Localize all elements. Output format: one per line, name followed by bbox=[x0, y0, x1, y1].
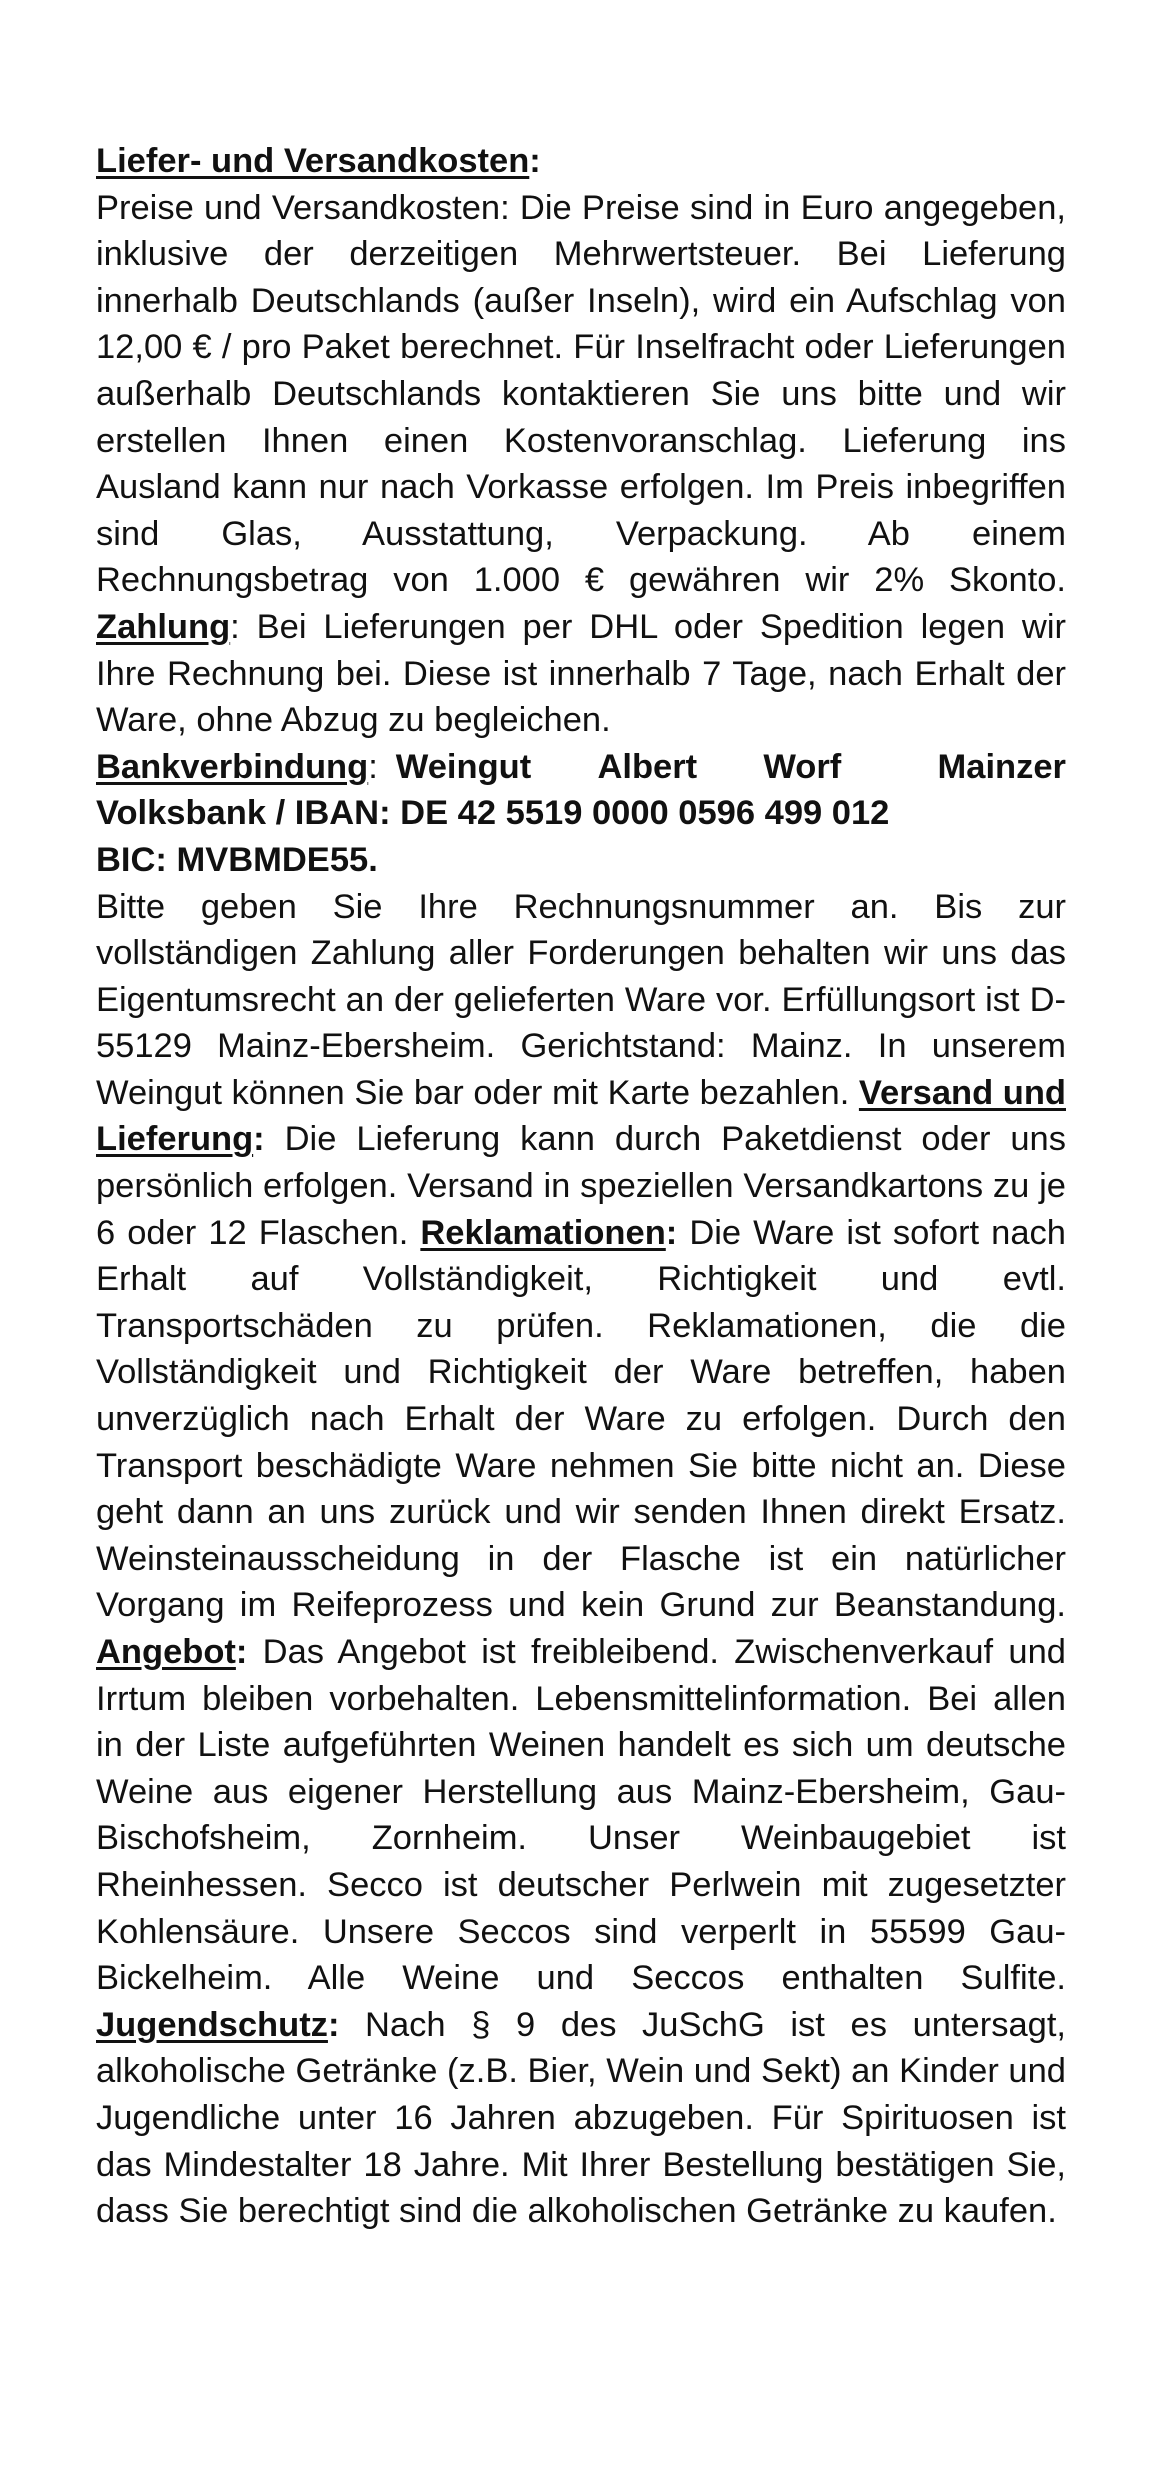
payment-heading-colon: : bbox=[230, 607, 240, 646]
complaints-heading: Reklamationen bbox=[420, 1213, 666, 1252]
payment-heading: Zahlung bbox=[96, 607, 231, 646]
bank-word: Albert bbox=[597, 747, 698, 786]
payment-text: Bei Lieferungen per DHL oder Spedition legen wir Ihre Rechnung bei. Diese ist innerhalb 7 Tage, nach Erhalt der Ware, ohne Abzug zu begleichen. bbox=[96, 607, 1066, 740]
youth-protection-heading: Jugendschutz bbox=[96, 2005, 328, 2044]
bank-word: Mainzer bbox=[937, 747, 1066, 786]
youth-protection-text: Nach § 9 des JuSchG ist es untersagt, alkoholische Getränke (z.B. Bier, Wein und Sekt) an Kinder und Jugendliche unter 16 Jahren abzugeben. Für Spirituosen ist das Mindestalter 18 Jahre. Mit Ihrer Bestellung bestätigen Sie, dass Sie berechtigt sind die alkoholischen Getränke zu kaufen. bbox=[96, 2005, 1066, 2231]
offer-heading-colon: : bbox=[235, 1633, 248, 1671]
bank-bic: BIC: MVBMDE55. bbox=[96, 840, 378, 879]
bank-iban: Volksbank / IBAN: DE 42 5519 0000 0596 499 012 bbox=[96, 794, 890, 833]
shipping-heading-colon: : bbox=[529, 142, 541, 180]
delivery-text: Die Lieferung kann durch Paketdienst oder uns persönlich erfolgen. Versand in speziellen Versandkartons zu je 6 oder 12 Flaschen. bbox=[96, 1120, 1066, 1252]
bank-word: Weingut bbox=[395, 747, 532, 786]
bank-word: Worf bbox=[763, 747, 842, 786]
bank-details bbox=[96, 744, 1066, 884]
offer-text: Das Angebot ist freibleibend. Zwischenverkauf und Irrtum bleiben vorbehalten. Lebensmittelinformation. Bei allen in der Liste aufgeführten Weinen handelt es sich um deutsche Weine aus eigener Herstellung aus Mainz-Ebersheim, Gau-Bischofsheim, Zornheim. Unser Weinbaugebiet ist Rheinhessen. Secco ist deutscher Perlwein mit zugesetzter Kohlensäure. Unsere Seccos sind verperlt in 55599 Gau-Bickelheim. Alle Weine und Seccos enthalten Sulfite. bbox=[96, 1633, 1066, 1998]
terms-section bbox=[96, 884, 1066, 2235]
bank-line-1 bbox=[96, 744, 1066, 791]
complaints-heading-colon: : bbox=[665, 1213, 678, 1252]
bank-heading-colon: : bbox=[368, 747, 378, 786]
delivery-heading: Versand und Lieferung bbox=[96, 1073, 1066, 1159]
delivery-heading-colon: : bbox=[253, 1120, 265, 1159]
youth-protection-heading-colon: : bbox=[327, 2005, 340, 2044]
shipping-text: Preise und Versandkosten: Die Preise sind in Euro angegeben, inklusive der derzeitigen Mehrwertsteuer. Bei Lieferung innerhalb Deutschlands (außer Inseln), wird ein Aufschlag von 12,00 € / pro Paket berechnet. Für Inselfracht oder Lieferungen außerhalb Deutschlands kontaktieren Sie uns bitte und wir erstellen Ihnen einen Kostenvoranschlag. Lieferung ins Ausland kann nur nach Vorkasse erfolgen. Im Preis inbegriffen sind Glas, Ausstattung, Verpackung. Ab einem Rechnungsbetrag von 1.000 € gewähren wir 2% Skonto. bbox=[96, 188, 1066, 600]
shipping-section bbox=[96, 138, 1066, 744]
terms-document bbox=[96, 138, 1066, 2235]
bank-heading: Bankverbindung bbox=[96, 747, 369, 786]
shipping-heading: Liefer- und Versandkosten bbox=[96, 142, 530, 180]
offer-heading: Angebot bbox=[96, 1633, 236, 1671]
complaints-text: Die Ware ist sofort nach Erhalt auf Vollständigkeit, Richtigkeit und evtl. Transportschäden zu prüfen. Reklamationen, die die Vollständigkeit und Richtigkeit der Ware betreffen, haben unverzüglich nach Erhalt der Ware zu erfolgen. Durch den Transport beschädigte Ware nehmen Sie bitte nicht an. Diese geht dann an uns zurück und wir senden Ihnen direkt Ersatz. Weinsteinausscheidung in der Flasche ist ein natürlicher Vorgang im Reifeprozess und kein Grund zur Beanstandung. bbox=[96, 1213, 1066, 1625]
invoice-text: Bitte geben Sie Ihre Rechnungsnummer an. Bis zur vollständigen Zahlung aller Forderungen behalten wir uns das Eigentumsrecht an der gelieferten Ware vor. Erfüllungsort ist D-55129 Mainz-Ebersheim. Gerichtstand: Mainz. In unserem Weingut können Sie bar oder mit Karte bezahlen. bbox=[96, 887, 1066, 1112]
